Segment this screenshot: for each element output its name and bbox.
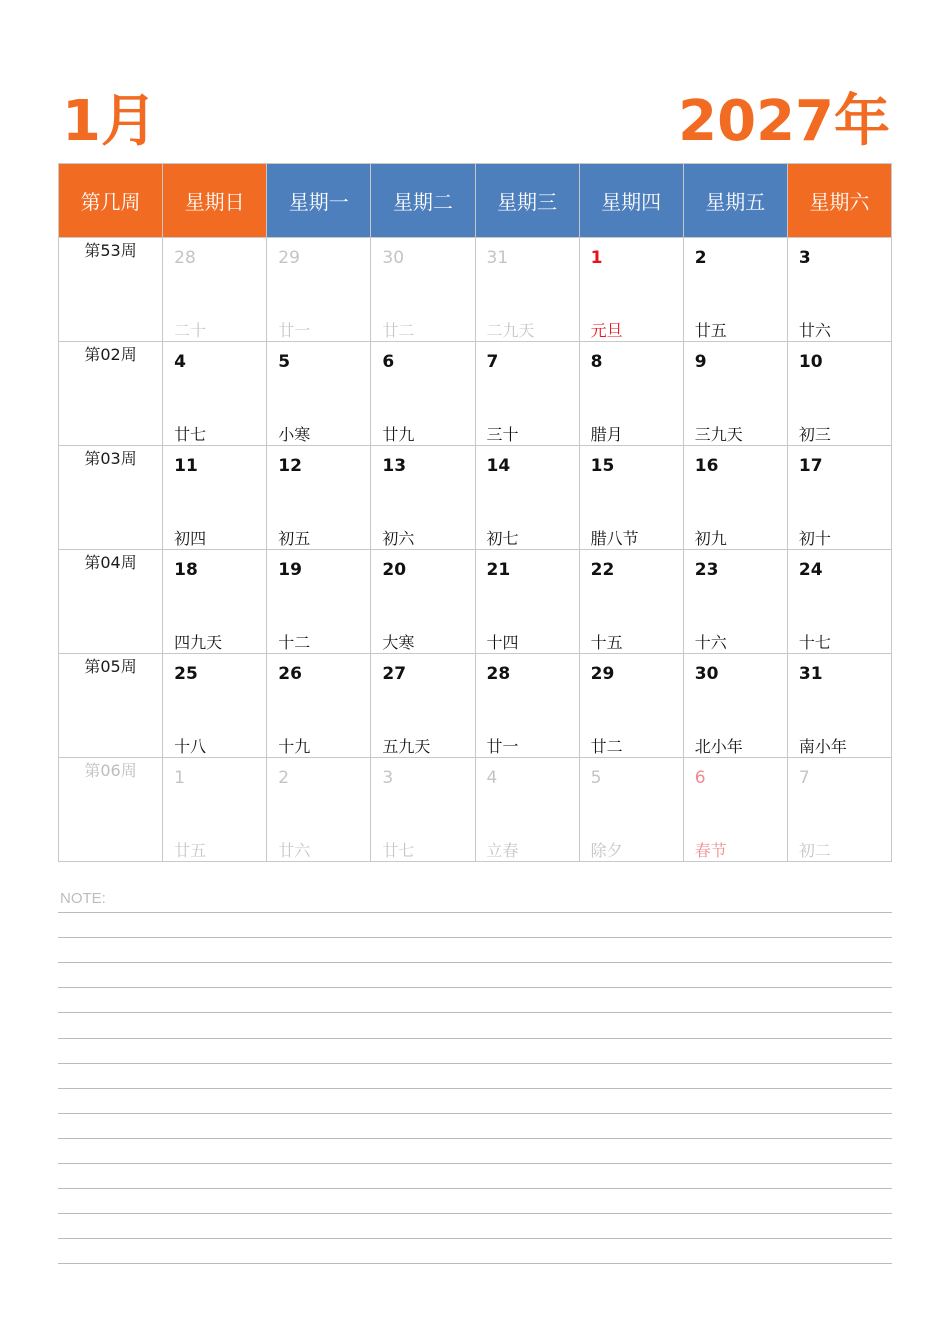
lunar-date: 廿七 bbox=[174, 425, 207, 444]
lunar-date: 十七 bbox=[798, 633, 831, 652]
lunar-date: 十二 bbox=[278, 633, 311, 652]
lunar-date: 初九 bbox=[694, 529, 727, 548]
note-line bbox=[58, 1238, 892, 1239]
day-number: 10 bbox=[798, 352, 823, 372]
lunar-date: 十四 bbox=[486, 633, 519, 652]
week-number-cell: 第04周 bbox=[59, 550, 163, 654]
week-row bbox=[59, 654, 892, 758]
day-number: 18 bbox=[174, 560, 198, 580]
day-cell[interactable] bbox=[579, 654, 683, 758]
lunar-date: 十九 bbox=[278, 737, 311, 756]
calendar-table bbox=[58, 163, 892, 862]
lunar-date: 廿七 bbox=[382, 841, 415, 860]
week-row bbox=[59, 238, 892, 342]
header-friday: 星期五 bbox=[683, 164, 787, 238]
day-cell[interactable] bbox=[683, 342, 787, 446]
header-monday: 星期一 bbox=[267, 164, 371, 238]
day-number: 25 bbox=[174, 664, 198, 684]
day-number: 1 bbox=[590, 248, 603, 268]
day-number: 1 bbox=[174, 768, 185, 788]
day-number: 16 bbox=[694, 456, 719, 476]
day-number: 27 bbox=[382, 664, 407, 684]
header-sunday: 星期日 bbox=[163, 164, 267, 238]
day-cell[interactable] bbox=[579, 238, 683, 342]
day-cell[interactable] bbox=[163, 342, 267, 446]
year-title: 2027年 bbox=[678, 89, 890, 154]
day-cell[interactable] bbox=[787, 654, 891, 758]
calendar-body bbox=[59, 238, 892, 862]
day-cell[interactable] bbox=[163, 654, 267, 758]
note-line bbox=[58, 1163, 892, 1164]
day-cell[interactable] bbox=[163, 550, 267, 654]
day-number: 2 bbox=[278, 768, 290, 788]
week-number-cell: 第03周 bbox=[59, 446, 163, 550]
week-row bbox=[59, 758, 892, 862]
note-line bbox=[58, 962, 892, 963]
lunar-date: 大寒 bbox=[382, 633, 415, 652]
day-cell[interactable] bbox=[787, 446, 891, 550]
calendar-header-row bbox=[59, 164, 892, 238]
day-number: 28 bbox=[174, 248, 196, 268]
lunar-date: 初二 bbox=[798, 841, 831, 860]
day-cell[interactable] bbox=[683, 758, 787, 862]
day-number: 14 bbox=[486, 456, 511, 476]
day-number: 31 bbox=[486, 248, 509, 268]
day-cell[interactable] bbox=[475, 654, 579, 758]
lunar-date: 北小年 bbox=[694, 737, 743, 756]
lunar-date: 廿五 bbox=[174, 841, 207, 860]
lunar-date: 小寒 bbox=[278, 425, 311, 444]
day-cell[interactable] bbox=[267, 446, 371, 550]
day-cell[interactable] bbox=[787, 550, 891, 654]
header-thursday: 星期四 bbox=[579, 164, 683, 238]
day-number: 9 bbox=[694, 352, 707, 372]
week-number-cell: 第06周 bbox=[59, 758, 163, 862]
lunar-date: 初三 bbox=[798, 425, 831, 444]
day-number: 29 bbox=[278, 248, 300, 268]
lunar-date: 除夕 bbox=[590, 841, 623, 860]
day-number: 11 bbox=[174, 456, 198, 476]
note-line bbox=[58, 1038, 892, 1039]
lunar-date: 廿九 bbox=[382, 425, 415, 444]
day-number: 23 bbox=[694, 560, 719, 580]
day-cell[interactable] bbox=[371, 550, 475, 654]
lunar-date: 三十 bbox=[486, 425, 519, 444]
week-number-cell: 第05周 bbox=[59, 654, 163, 758]
day-cell[interactable] bbox=[683, 238, 787, 342]
lunar-date: 初七 bbox=[486, 529, 519, 548]
lunar-date: 廿五 bbox=[694, 321, 727, 340]
day-number: 2 bbox=[694, 248, 707, 268]
day-number: 5 bbox=[278, 352, 291, 372]
day-number: 24 bbox=[798, 560, 823, 580]
lunar-date: 二九天 bbox=[486, 321, 535, 340]
lunar-date: 廿六 bbox=[798, 321, 831, 340]
day-cell[interactable] bbox=[475, 550, 579, 654]
day-cell[interactable] bbox=[787, 342, 891, 446]
day-cell[interactable] bbox=[163, 238, 267, 342]
day-cell[interactable] bbox=[267, 342, 371, 446]
day-number: 13 bbox=[382, 456, 407, 476]
day-cell[interactable] bbox=[787, 758, 891, 862]
day-cell[interactable] bbox=[475, 446, 579, 550]
lunar-date: 春节 bbox=[694, 841, 727, 860]
note-label: NOTE: bbox=[60, 890, 106, 907]
day-number: 29 bbox=[590, 664, 615, 684]
day-number: 21 bbox=[486, 560, 511, 580]
day-cell[interactable] bbox=[579, 550, 683, 654]
day-number: 6 bbox=[694, 768, 706, 788]
day-number: 12 bbox=[278, 456, 302, 476]
note-line bbox=[58, 1213, 892, 1214]
day-cell[interactable] bbox=[475, 342, 579, 446]
day-cell[interactable] bbox=[683, 654, 787, 758]
note-line bbox=[58, 1263, 892, 1264]
lunar-date: 元旦 bbox=[590, 321, 623, 340]
lunar-date: 立春 bbox=[486, 841, 519, 860]
day-cell[interactable] bbox=[683, 446, 787, 550]
month-title: 1月 bbox=[62, 89, 157, 154]
day-cell[interactable] bbox=[683, 550, 787, 654]
header-week-number: 第几周 bbox=[59, 164, 163, 238]
lunar-date: 初十 bbox=[798, 529, 831, 548]
lunar-date: 初五 bbox=[278, 529, 311, 548]
day-number: 22 bbox=[590, 560, 615, 580]
day-cell[interactable] bbox=[475, 238, 579, 342]
day-number: 31 bbox=[798, 664, 823, 684]
day-number: 17 bbox=[798, 456, 823, 476]
week-number-cell: 第53周 bbox=[59, 238, 163, 342]
day-cell[interactable] bbox=[163, 758, 267, 862]
week-row bbox=[59, 446, 892, 550]
header-saturday: 星期六 bbox=[787, 164, 891, 238]
day-number: 6 bbox=[382, 352, 395, 372]
day-number: 20 bbox=[382, 560, 407, 580]
day-number: 3 bbox=[798, 248, 811, 268]
day-cell[interactable] bbox=[475, 758, 579, 862]
lunar-date: 廿六 bbox=[278, 841, 311, 860]
lunar-date: 腊月 bbox=[590, 425, 623, 444]
day-cell[interactable] bbox=[371, 654, 475, 758]
lunar-date: 廿二 bbox=[590, 737, 623, 756]
day-cell[interactable] bbox=[267, 654, 371, 758]
day-number: 19 bbox=[278, 560, 302, 580]
week-row bbox=[59, 550, 892, 654]
lunar-date: 十六 bbox=[694, 633, 727, 652]
day-cell[interactable] bbox=[163, 446, 267, 550]
day-number: 28 bbox=[486, 664, 511, 684]
lunar-date: 十五 bbox=[590, 633, 623, 652]
day-cell[interactable] bbox=[579, 446, 683, 550]
day-cell[interactable] bbox=[267, 758, 371, 862]
day-number: 7 bbox=[798, 768, 810, 788]
lunar-date: 四九天 bbox=[174, 633, 223, 652]
day-cell[interactable] bbox=[579, 342, 683, 446]
lunar-date: 五九天 bbox=[382, 737, 431, 756]
day-number: 4 bbox=[486, 768, 498, 788]
day-number: 15 bbox=[590, 456, 615, 476]
day-cell[interactable] bbox=[267, 550, 371, 654]
note-line bbox=[58, 1138, 892, 1139]
lunar-date: 南小年 bbox=[798, 737, 847, 756]
lunar-date: 初四 bbox=[174, 529, 207, 548]
note-line bbox=[58, 937, 892, 938]
day-cell[interactable] bbox=[579, 758, 683, 862]
lunar-date: 初六 bbox=[382, 529, 415, 548]
day-cell[interactable] bbox=[371, 758, 475, 862]
lunar-date: 廿二 bbox=[382, 321, 415, 340]
day-cell[interactable] bbox=[371, 342, 475, 446]
note-line bbox=[58, 1063, 892, 1064]
lunar-date: 二十 bbox=[174, 321, 207, 340]
day-cell[interactable] bbox=[267, 238, 371, 342]
week-number-cell: 第02周 bbox=[59, 342, 163, 446]
lunar-date: 腊八节 bbox=[590, 529, 639, 548]
header-tuesday: 星期二 bbox=[371, 164, 475, 238]
note-line bbox=[58, 1088, 892, 1089]
day-cell[interactable] bbox=[787, 238, 891, 342]
lunar-date: 廿一 bbox=[278, 321, 311, 340]
day-cell[interactable] bbox=[371, 238, 475, 342]
week-row bbox=[59, 342, 892, 446]
note-line bbox=[58, 1188, 892, 1189]
note-line bbox=[58, 912, 892, 913]
day-number: 30 bbox=[382, 248, 405, 268]
lunar-date: 十八 bbox=[174, 737, 207, 756]
note-line bbox=[58, 987, 892, 988]
day-number: 8 bbox=[590, 352, 603, 372]
lunar-date: 三九天 bbox=[694, 425, 743, 444]
day-number: 3 bbox=[382, 768, 394, 788]
note-line bbox=[58, 1012, 892, 1013]
day-number: 30 bbox=[694, 664, 719, 684]
note-line bbox=[58, 1113, 892, 1114]
day-number: 7 bbox=[486, 352, 499, 372]
day-number: 5 bbox=[590, 768, 602, 788]
day-cell[interactable] bbox=[371, 446, 475, 550]
day-number: 4 bbox=[174, 352, 186, 372]
day-number: 26 bbox=[278, 664, 302, 684]
header-wednesday: 星期三 bbox=[475, 164, 579, 238]
lunar-date: 廿一 bbox=[486, 737, 519, 756]
